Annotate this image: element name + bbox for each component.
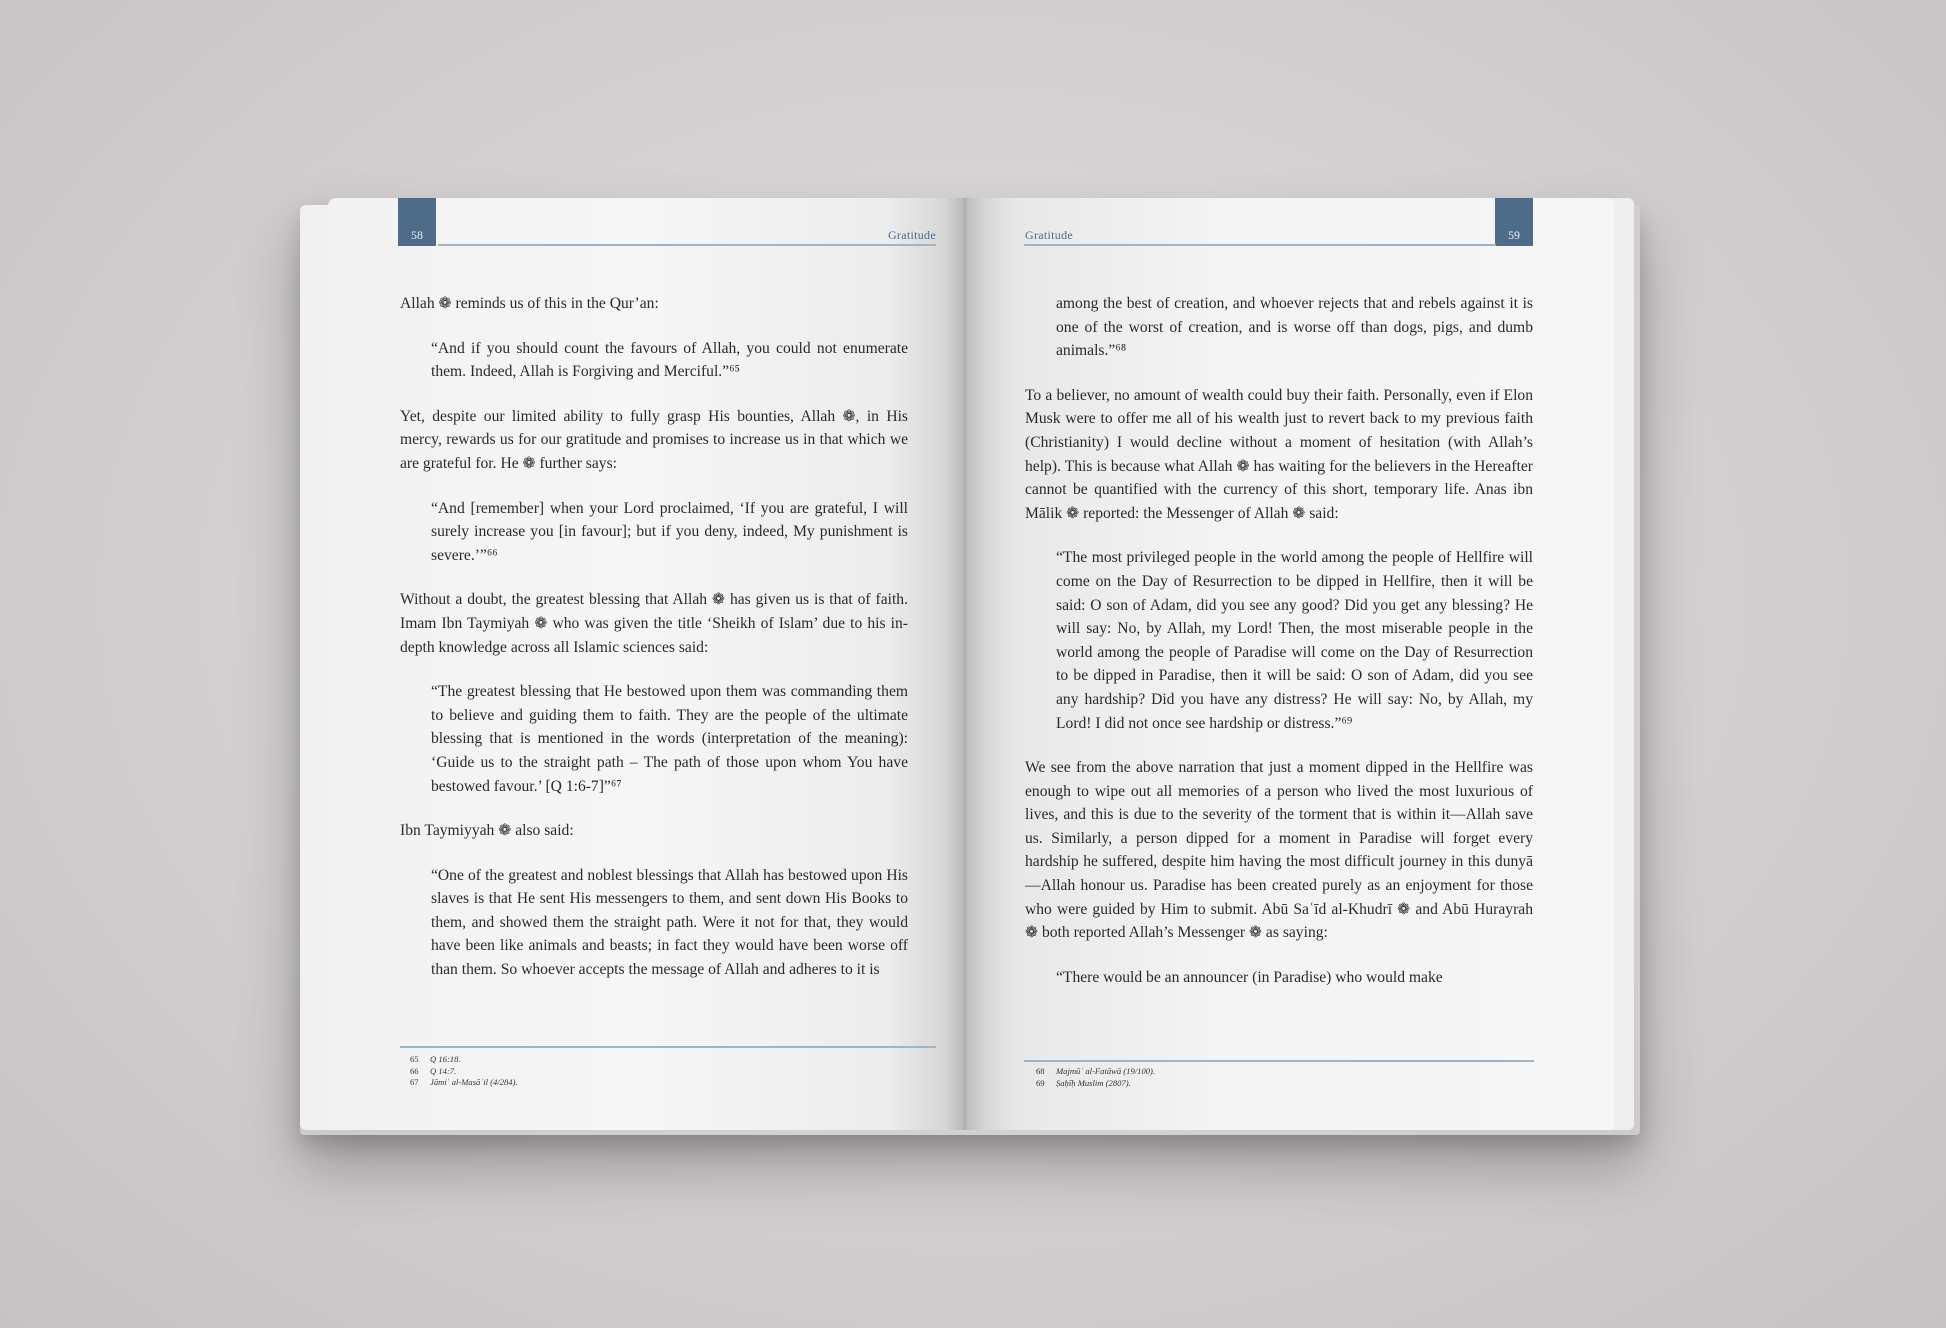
footnote-text: Jāmiʿ al-Masāʾil (4/284). — [430, 1077, 518, 1087]
footnotes-left — [410, 1054, 910, 1089]
quote-paragraph: “One of the greatest and noblest blessings that Allah has bestowed upon His slaves is that He sent His messengers to them, and sent down His Books to them, and showed them the straight path. Were it not for that, they would have been like animals and beasts; in fact they would have been worse off than them. So whoever accepts the message of Allah and adheres to it is — [431, 866, 908, 979]
footnote — [1036, 1078, 1516, 1090]
quote-paragraph: “The most privileged people in the world among the people of Hellfire will come on the Day of Resurrection to be dipped in Hellfire, then it will be said: O son of Adam, did you see any good? Did you get any blessing? He will say: No, by Allah, my Lord! Then, the most miserable people in the world among the people of Paradise will come on the Day of Resurrection to be dipped in Paradise, then it will be said: O son of Adam, did you see any hardship? Did you have any distress? He will say: No, by Allah, my Lord! I did not once see hardship or distress.”⁶⁹ — [1056, 549, 1533, 732]
body-paragraph: We see from the above narration that just a moment dipped in the Hellfire was enough to wipe out all memories of a person who lived the most luxurious of lives, and this is due to the severity of the torment that is within it—Allah save us. Similarly, a person dipped for a moment in Paradise will forget every hardship he suffered, despite him having the most difficult journey in this dunyā—Allah honour us. Paradise has been created purely as an enjoyment for those who were guided by Him to submit. Abū Saʿīd al-Khudrī ❁ and Abū Hurayrah ❁ both reported Allah’s Messenger ❁ as saying: — [1025, 759, 1533, 942]
right-page-text — [1025, 292, 1533, 1010]
page-number-right: 59 — [1495, 198, 1533, 246]
footnote-number: 67 — [410, 1077, 419, 1087]
footnote-text: Q 14:7. — [430, 1065, 457, 1076]
footnote-text: Majmūʿ al-Fatāwā (19/100). — [1056, 1066, 1156, 1076]
quote-paragraph: “And if you should count the favours of Allah, you could not enumerate them. Indeed, Allah is Forgiving and Merciful.”⁶⁵ — [431, 339, 908, 381]
running-head-left: Gratitude — [887, 228, 936, 242]
footnote-number: 68 — [1036, 1066, 1045, 1076]
footnote — [410, 1077, 910, 1089]
body-paragraph: Allah ❁ reminds us of this in the Qur’an: — [400, 295, 659, 312]
quote-paragraph: “There would be an announcer (in Paradise) who would make — [1056, 968, 1443, 986]
footnote — [410, 1066, 910, 1078]
header-rule-left — [438, 244, 936, 246]
quote-paragraph: “The greatest blessing that He bestowed upon them was commanding them to believe and guiding them to faith. They are the people of the ultimate blessing that is mentioned in the words (interpretation of the meaning): ‘Guide us to the straight path – The path of those upon whom You have bestowed favour.’ [Q 1:6-7]”⁶⁷ — [431, 683, 908, 795]
page-number-left: 58 — [398, 198, 436, 246]
footnote-number: 66 — [410, 1065, 419, 1076]
right-page — [964, 198, 1614, 1130]
body-paragraph: To a believer, no amount of wealth could buy their faith. Personally, even if Elon Musk were to offer me all of his wealth just to revert back to my previous faith (Christianity) I would decline without a moment of hesitation (with Allah’s help). This is because what Allah ❁ has waiting for the believers in the Hereafter cannot be quantified with the currency of this short, temporary life. Anas ibn Mālik ❁ reported: the Messenger of Allah ❁ said: — [1025, 386, 1533, 522]
footnote-rule-left — [400, 1046, 936, 1048]
body-paragraph: Without a doubt, the greatest blessing that Allah ❁ has given us is that of faith. Imam Ibn Taymiyah ❁ who was given the title ‘Sheikh of Islam’ due to his in-depth knowledge across all Islamic sciences said: — [400, 591, 908, 656]
footnote-text: Q 16:18. — [430, 1054, 461, 1064]
quote-paragraph: “And [remember] when your Lord proclaimed, ‘If you are grateful, I will surely increase you [in favour]; but if you deny, indeed, My punishment is severe.’”⁶⁶ — [431, 499, 908, 564]
quote-paragraph: among the best of creation, and whoever rejects that and rebels against it is one of the worst of creation, and is worse off than dogs, pigs, and dumb animals.”⁶⁸ — [1056, 295, 1533, 360]
footnote — [410, 1054, 910, 1066]
footnote-number: 65 — [410, 1054, 419, 1064]
footnote-number: 69 — [1036, 1077, 1045, 1088]
footnote-rule-right — [1024, 1060, 1534, 1062]
footnotes-right — [1036, 1066, 1516, 1089]
left-page-text — [400, 292, 908, 1003]
body-paragraph: Ibn Taymiyyah ❁ also said: — [400, 822, 574, 840]
header-rule-right — [1024, 244, 1496, 246]
footnote-text: Ṣaḥīḥ Muslim (2807). — [1056, 1077, 1131, 1088]
running-head-right: Gratitude — [1025, 228, 1074, 242]
body-paragraph: Yet, despite our limited ability to fully grasp His bounties, Allah ❁, in His mercy, rewards us for our gratitude and promises to increase us in that which we are grateful for. He ❁ further says: — [400, 407, 908, 472]
footnote — [1036, 1066, 1516, 1078]
left-page — [328, 198, 964, 1130]
